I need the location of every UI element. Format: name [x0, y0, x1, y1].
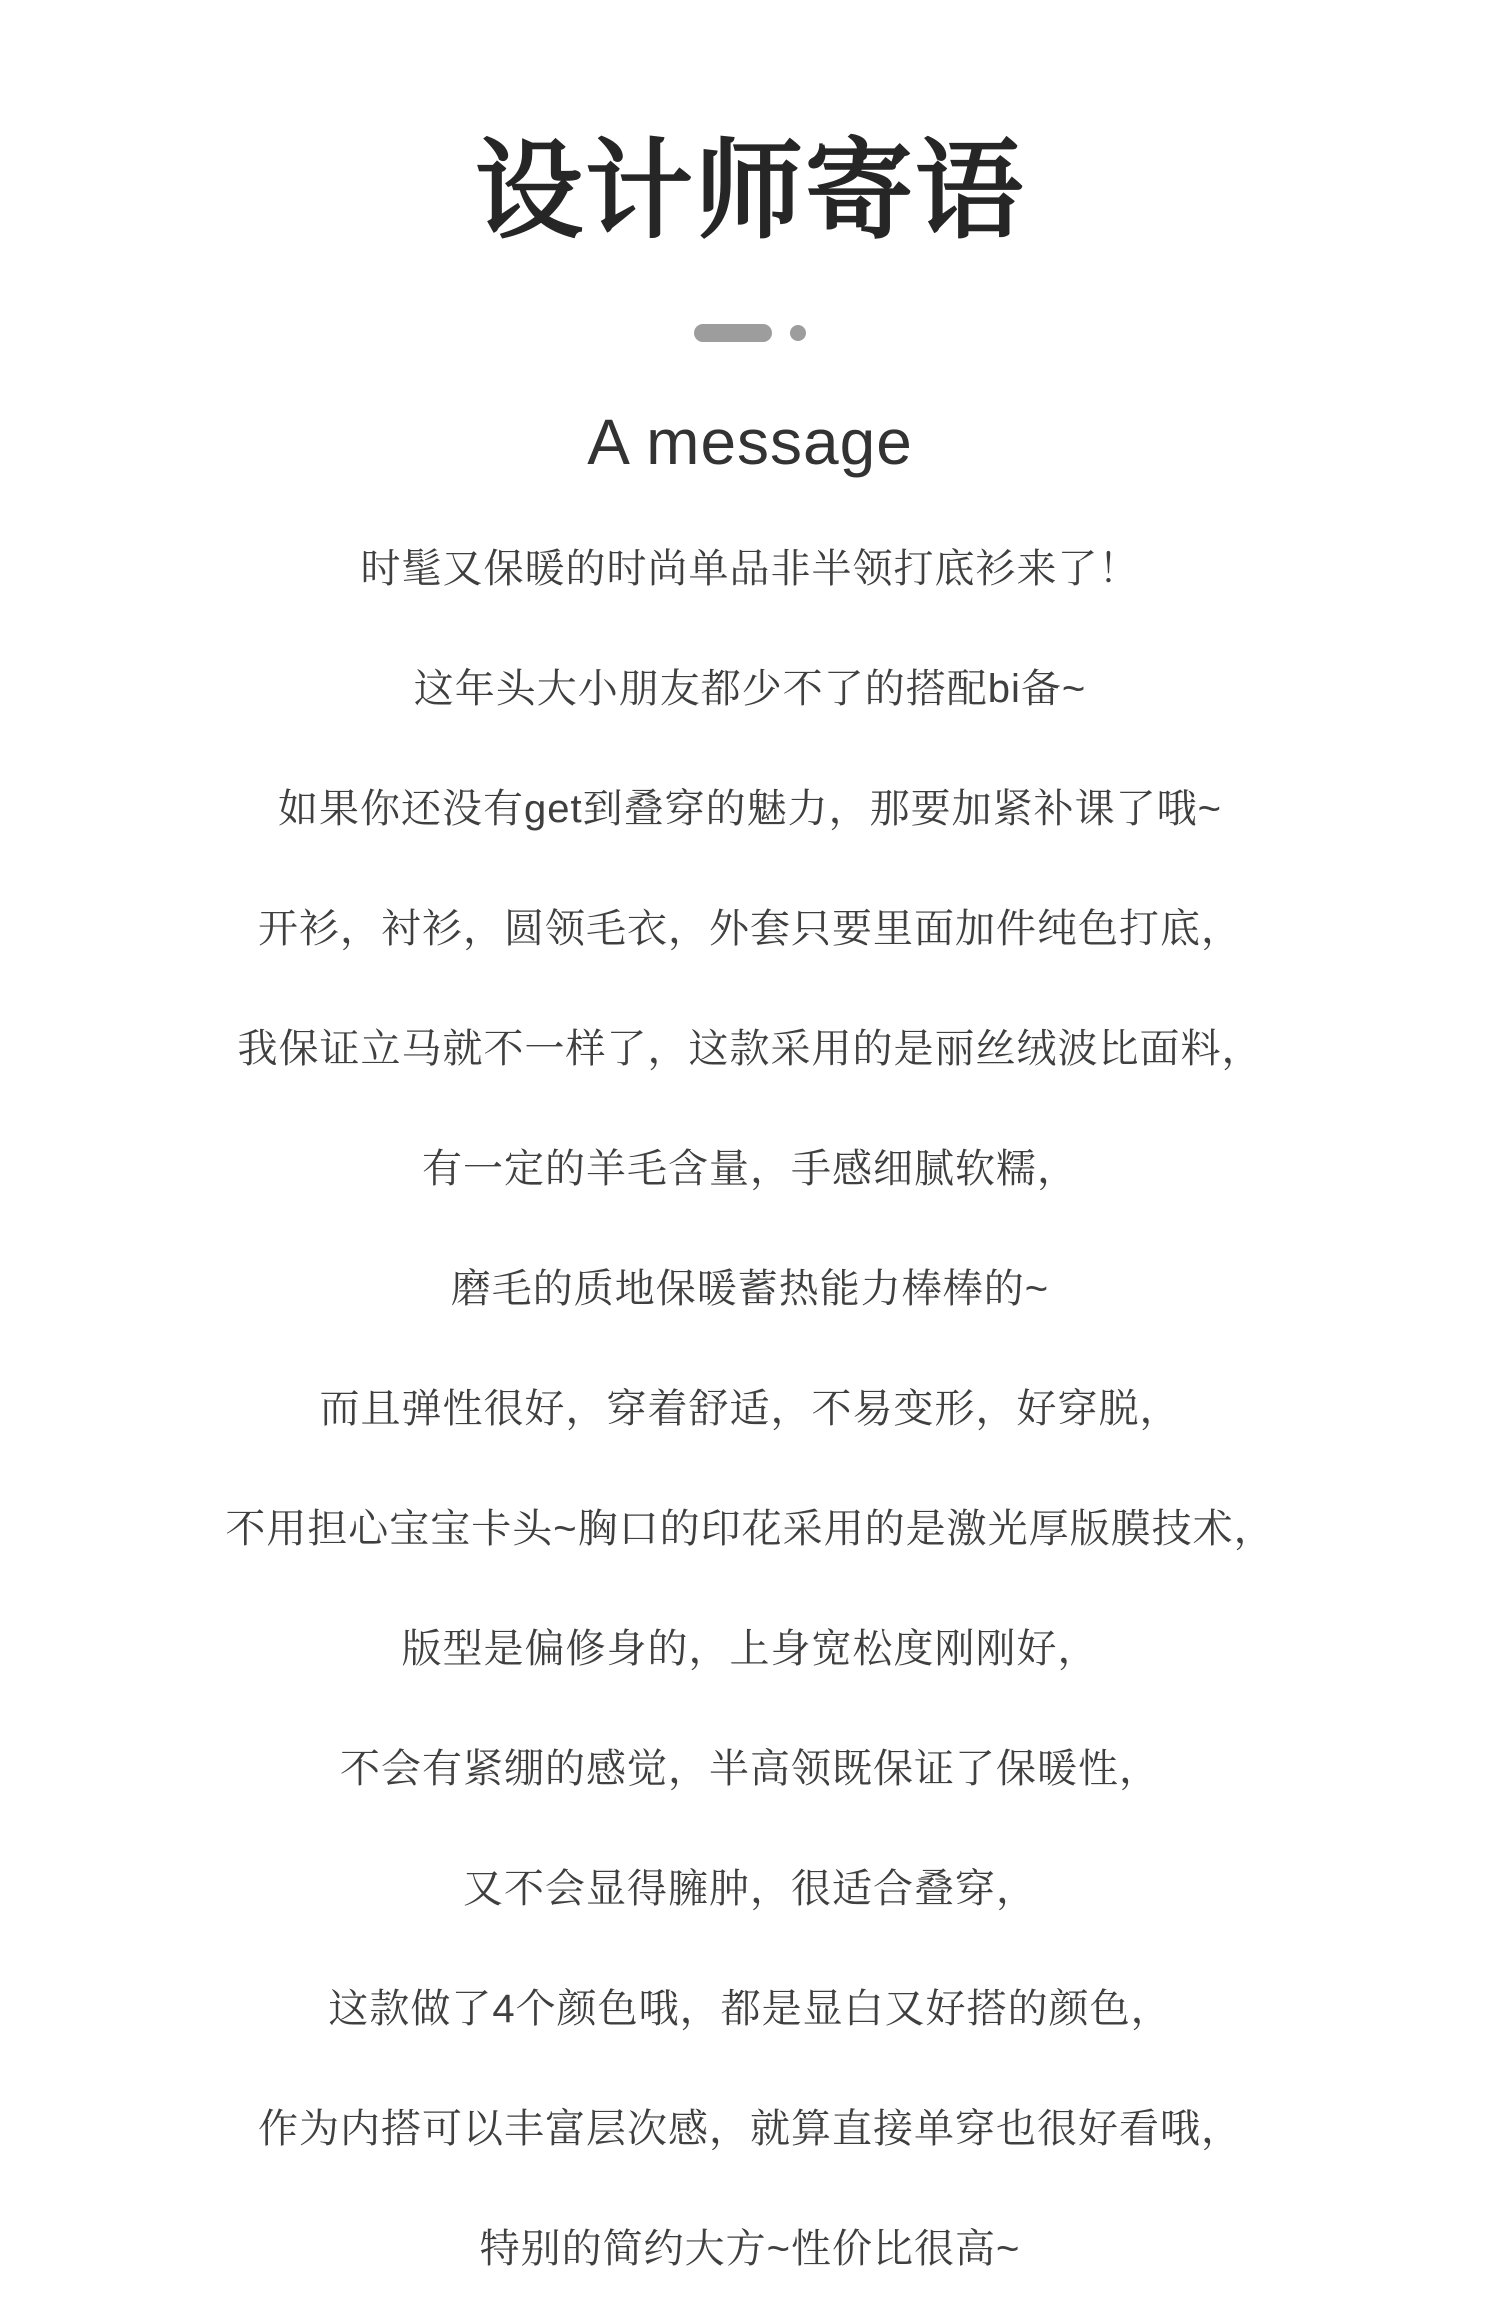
subtitle: A message: [587, 406, 913, 478]
message-line: 特别的简约大方~性价比很高~: [479, 2227, 1021, 2271]
divider-dot-icon: [790, 325, 806, 341]
message-line: 如果你还没有get到叠穿的魅力，那要加紧补课了哦~: [278, 787, 1222, 831]
message-line: 有一定的羊毛含量，手感细腻软糯，: [422, 1147, 1078, 1191]
title-divider: [0, 324, 1500, 342]
message-line: 这款做了4个颜色哦，都是显白又好搭的颜色，: [328, 1987, 1172, 2031]
message-line: 磨毛的质地保暖蓄热能力棒棒的~: [450, 1267, 1050, 1311]
message-line: 时髦又保暖的时尚单品非半领打底衫来了！: [360, 547, 1140, 591]
divider-pill-icon: [694, 324, 772, 342]
message-line: 我保证立马就不一样了，这款采用的是丽丝绒波比面料，: [237, 1027, 1263, 1071]
message-line: 这年头大小朋友都少不了的搭配bi备~: [413, 667, 1087, 711]
message-line: 作为内搭可以丰富层次感，就算直接单穿也很好看哦，: [258, 2107, 1242, 2151]
message-body: [0, 547, 1500, 2271]
message-line: 不会有紧绷的感觉，半高领既保证了保暖性，: [340, 1747, 1160, 1791]
message-line: 版型是偏修身的，上身宽松度刚刚好，: [401, 1627, 1099, 1671]
message-line: 而且弹性很好，穿着舒适，不易变形，好穿脱，: [319, 1387, 1181, 1431]
page-title: 设计师寄语: [474, 130, 1025, 251]
message-line: 不用担心宝宝卡头~胸口的印花采用的是激光厚版膜技术，: [225, 1507, 1275, 1551]
message-line: 开衫，衬衫，圆领毛衣，外套只要里面加件纯色打底，: [258, 907, 1242, 951]
message-line: 又不会显得臃肿，很适合叠穿，: [463, 1867, 1037, 1911]
